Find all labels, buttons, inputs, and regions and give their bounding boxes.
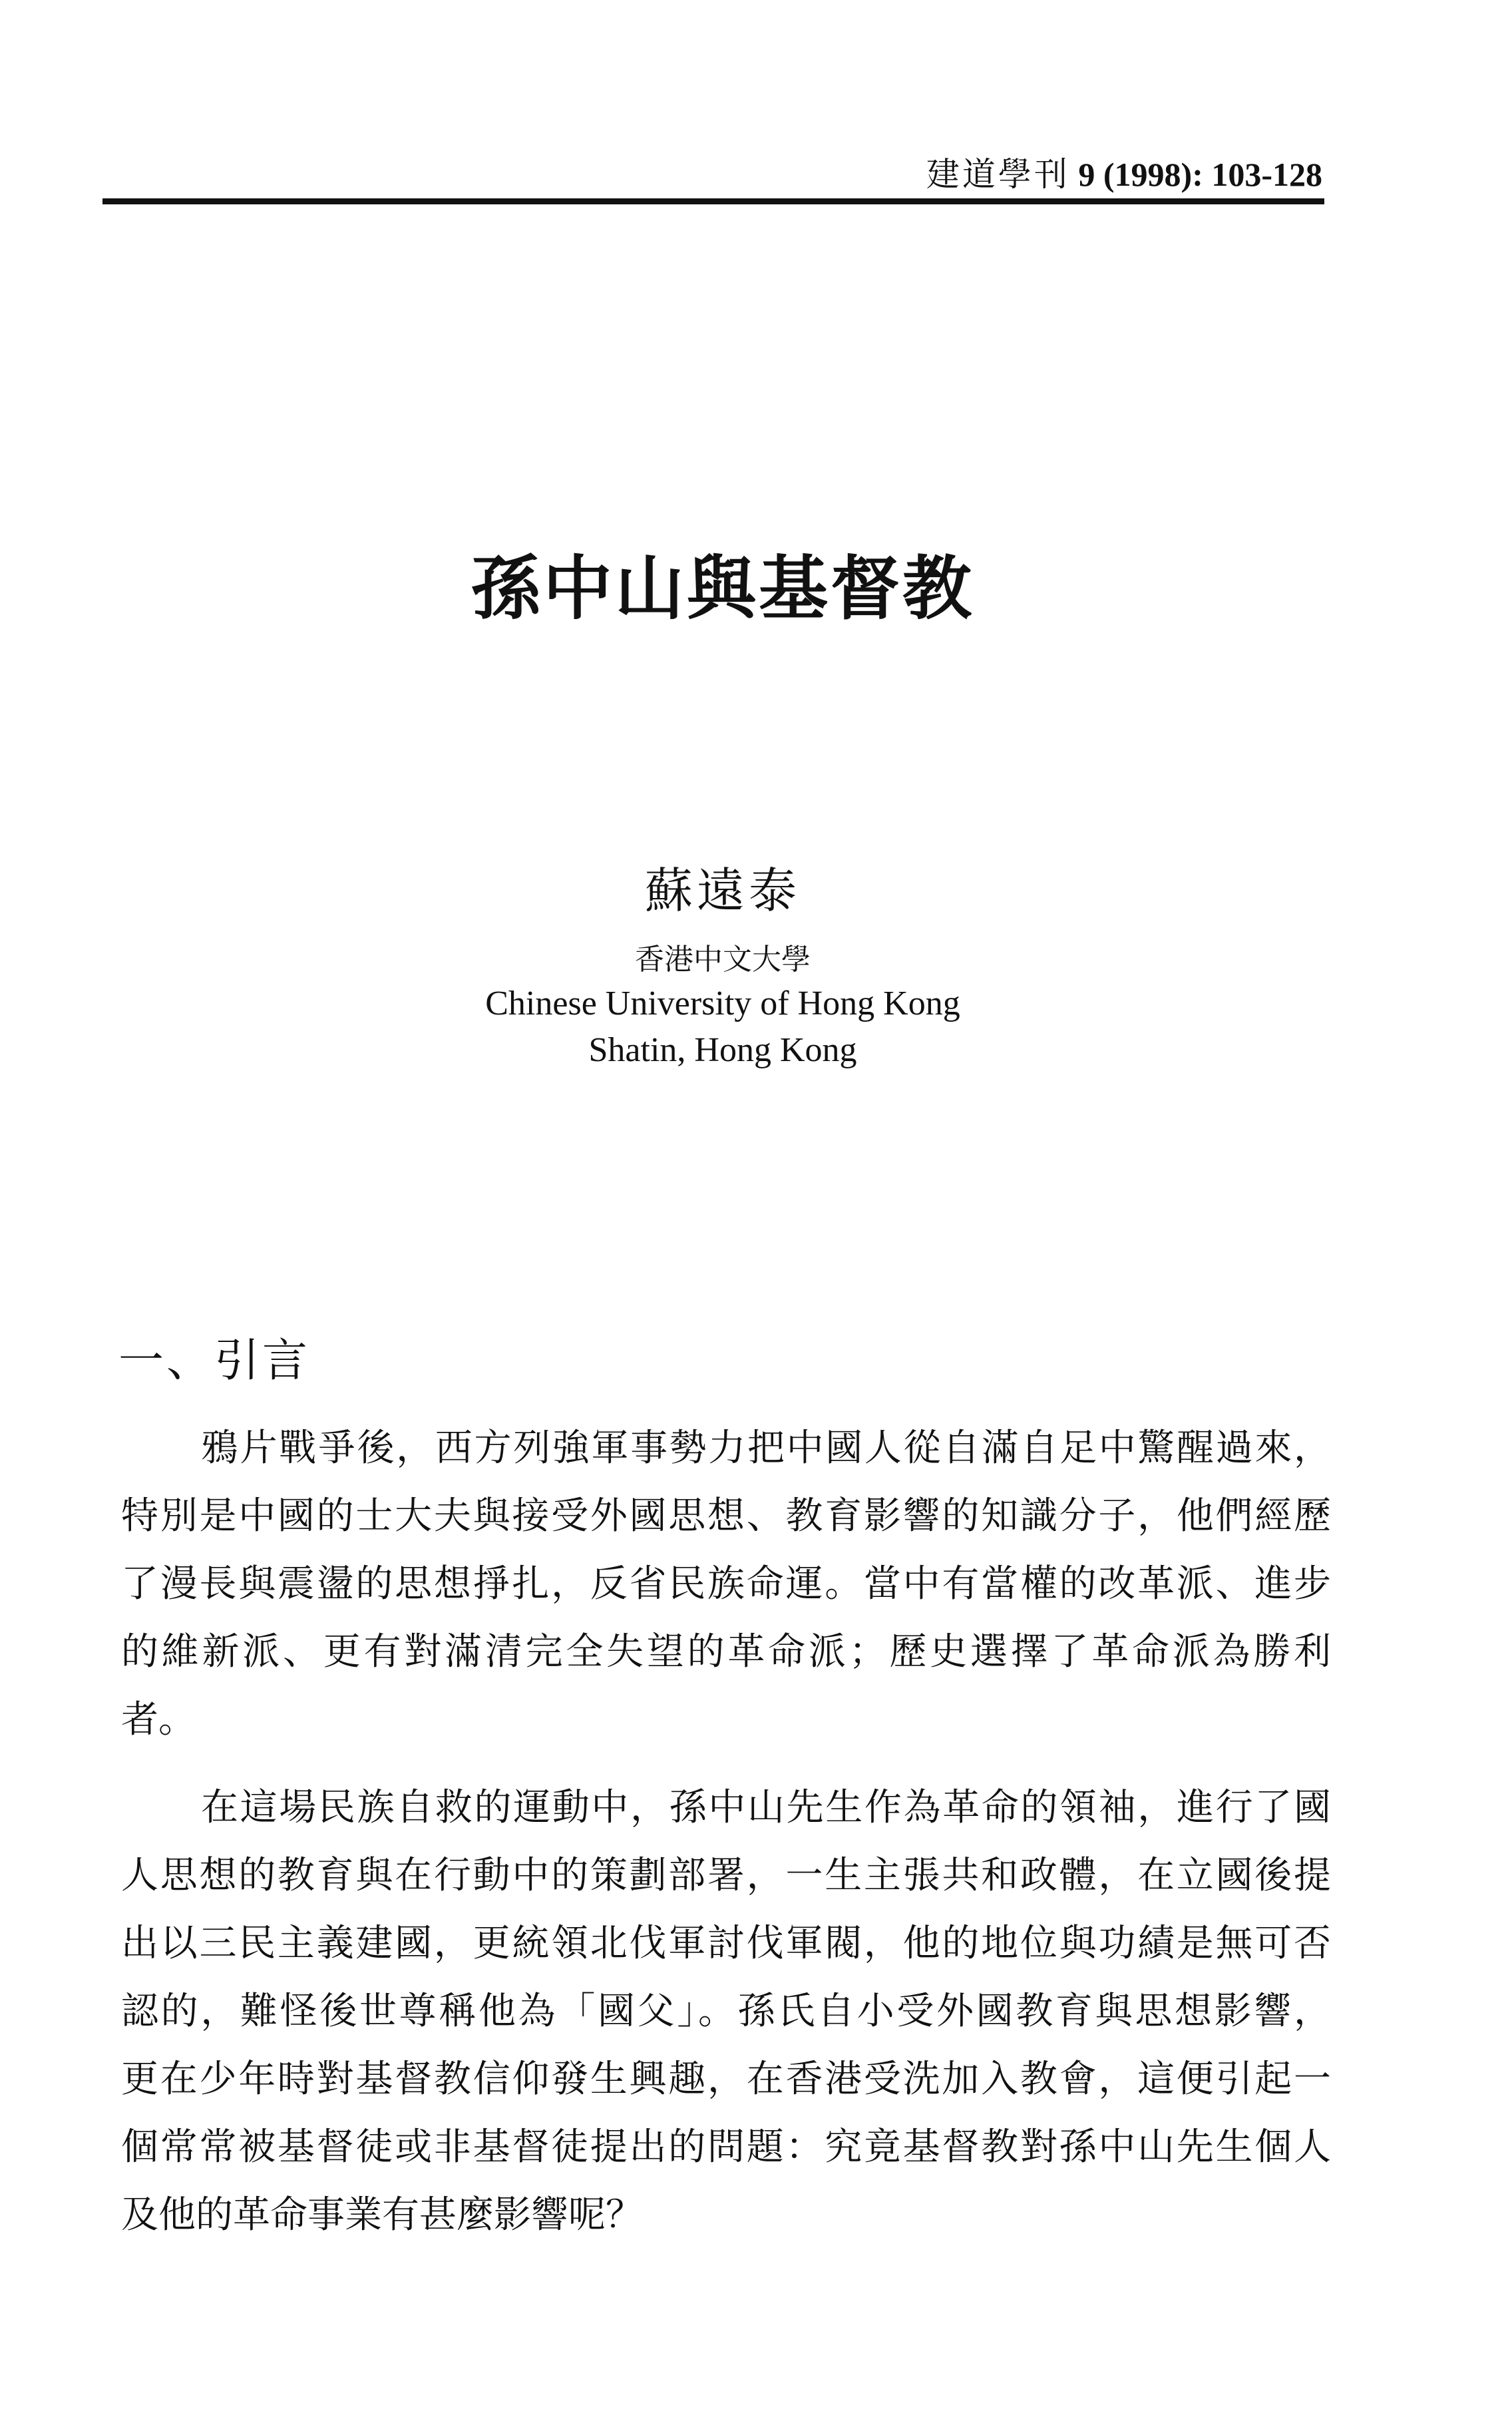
- affiliation-zh: 香港中文大學: [635, 943, 811, 976]
- text-line: 者。: [121, 1698, 196, 1741]
- text-line: 個常常被基督徒或非基督徒提出的問題：究竟基督教對孫中山先生個人: [121, 2125, 1331, 2169]
- journal-citation: [926, 148, 1322, 196]
- text-line: 出以三民主義建國，更統領北伐軍討伐軍閥，他的地位與功績是無可否: [121, 1922, 1331, 1965]
- text-line: 了漫長與震盪的思想掙扎，反省民族命運。當中有當權的改革派、進步: [121, 1562, 1331, 1606]
- article-title: 孫中山與基督教: [471, 548, 974, 629]
- text-line: 認的，難怪後世尊稱他為「國父」。孫氏自小受外國教育與思想影響，: [121, 1990, 1331, 2033]
- author-name: 蘇遠泰: [644, 863, 801, 919]
- text-line: 及他的革命事業有甚麼影響呢？: [121, 2193, 643, 2237]
- affiliation-en: Chinese University of Hong Kong: [485, 985, 960, 1022]
- section-heading: 一、引言: [118, 1335, 311, 1387]
- journal-name: 建道學刊: [926, 156, 1070, 193]
- volume-pages: 9 (1998): 103-128: [1078, 156, 1322, 193]
- header-rule: [102, 198, 1324, 204]
- text-line: 人思想的教育與在行動中的策劃部署，一生主張共和政體，在立國後提: [121, 1854, 1331, 1897]
- text-line: 在這場民族自救的運動中，孫中山先生作為革命的領袖，進行了國: [201, 1786, 1331, 1829]
- paragraph-1: [121, 1415, 1331, 1754]
- text-line: 更在少年時對基督教信仰發生興趣，在香港受洗加入教會，這便引起一: [121, 2058, 1331, 2101]
- affiliation-location: Shatin, Hong Kong: [588, 1031, 857, 1069]
- text-line: 的維新派、更有對滿清完全失望的革命派；歷史選擇了革命派為勝利: [121, 1630, 1331, 1673]
- text-line: 鴉片戰爭後，西方列強軍事勢力把中國人從自滿自足中驚醒過來，: [201, 1427, 1331, 1470]
- text-line: 特別是中國的士大夫與接受外國思想、教育影響的知識分子，他們經歷: [121, 1494, 1331, 1538]
- paragraph-2: [121, 1774, 1331, 2249]
